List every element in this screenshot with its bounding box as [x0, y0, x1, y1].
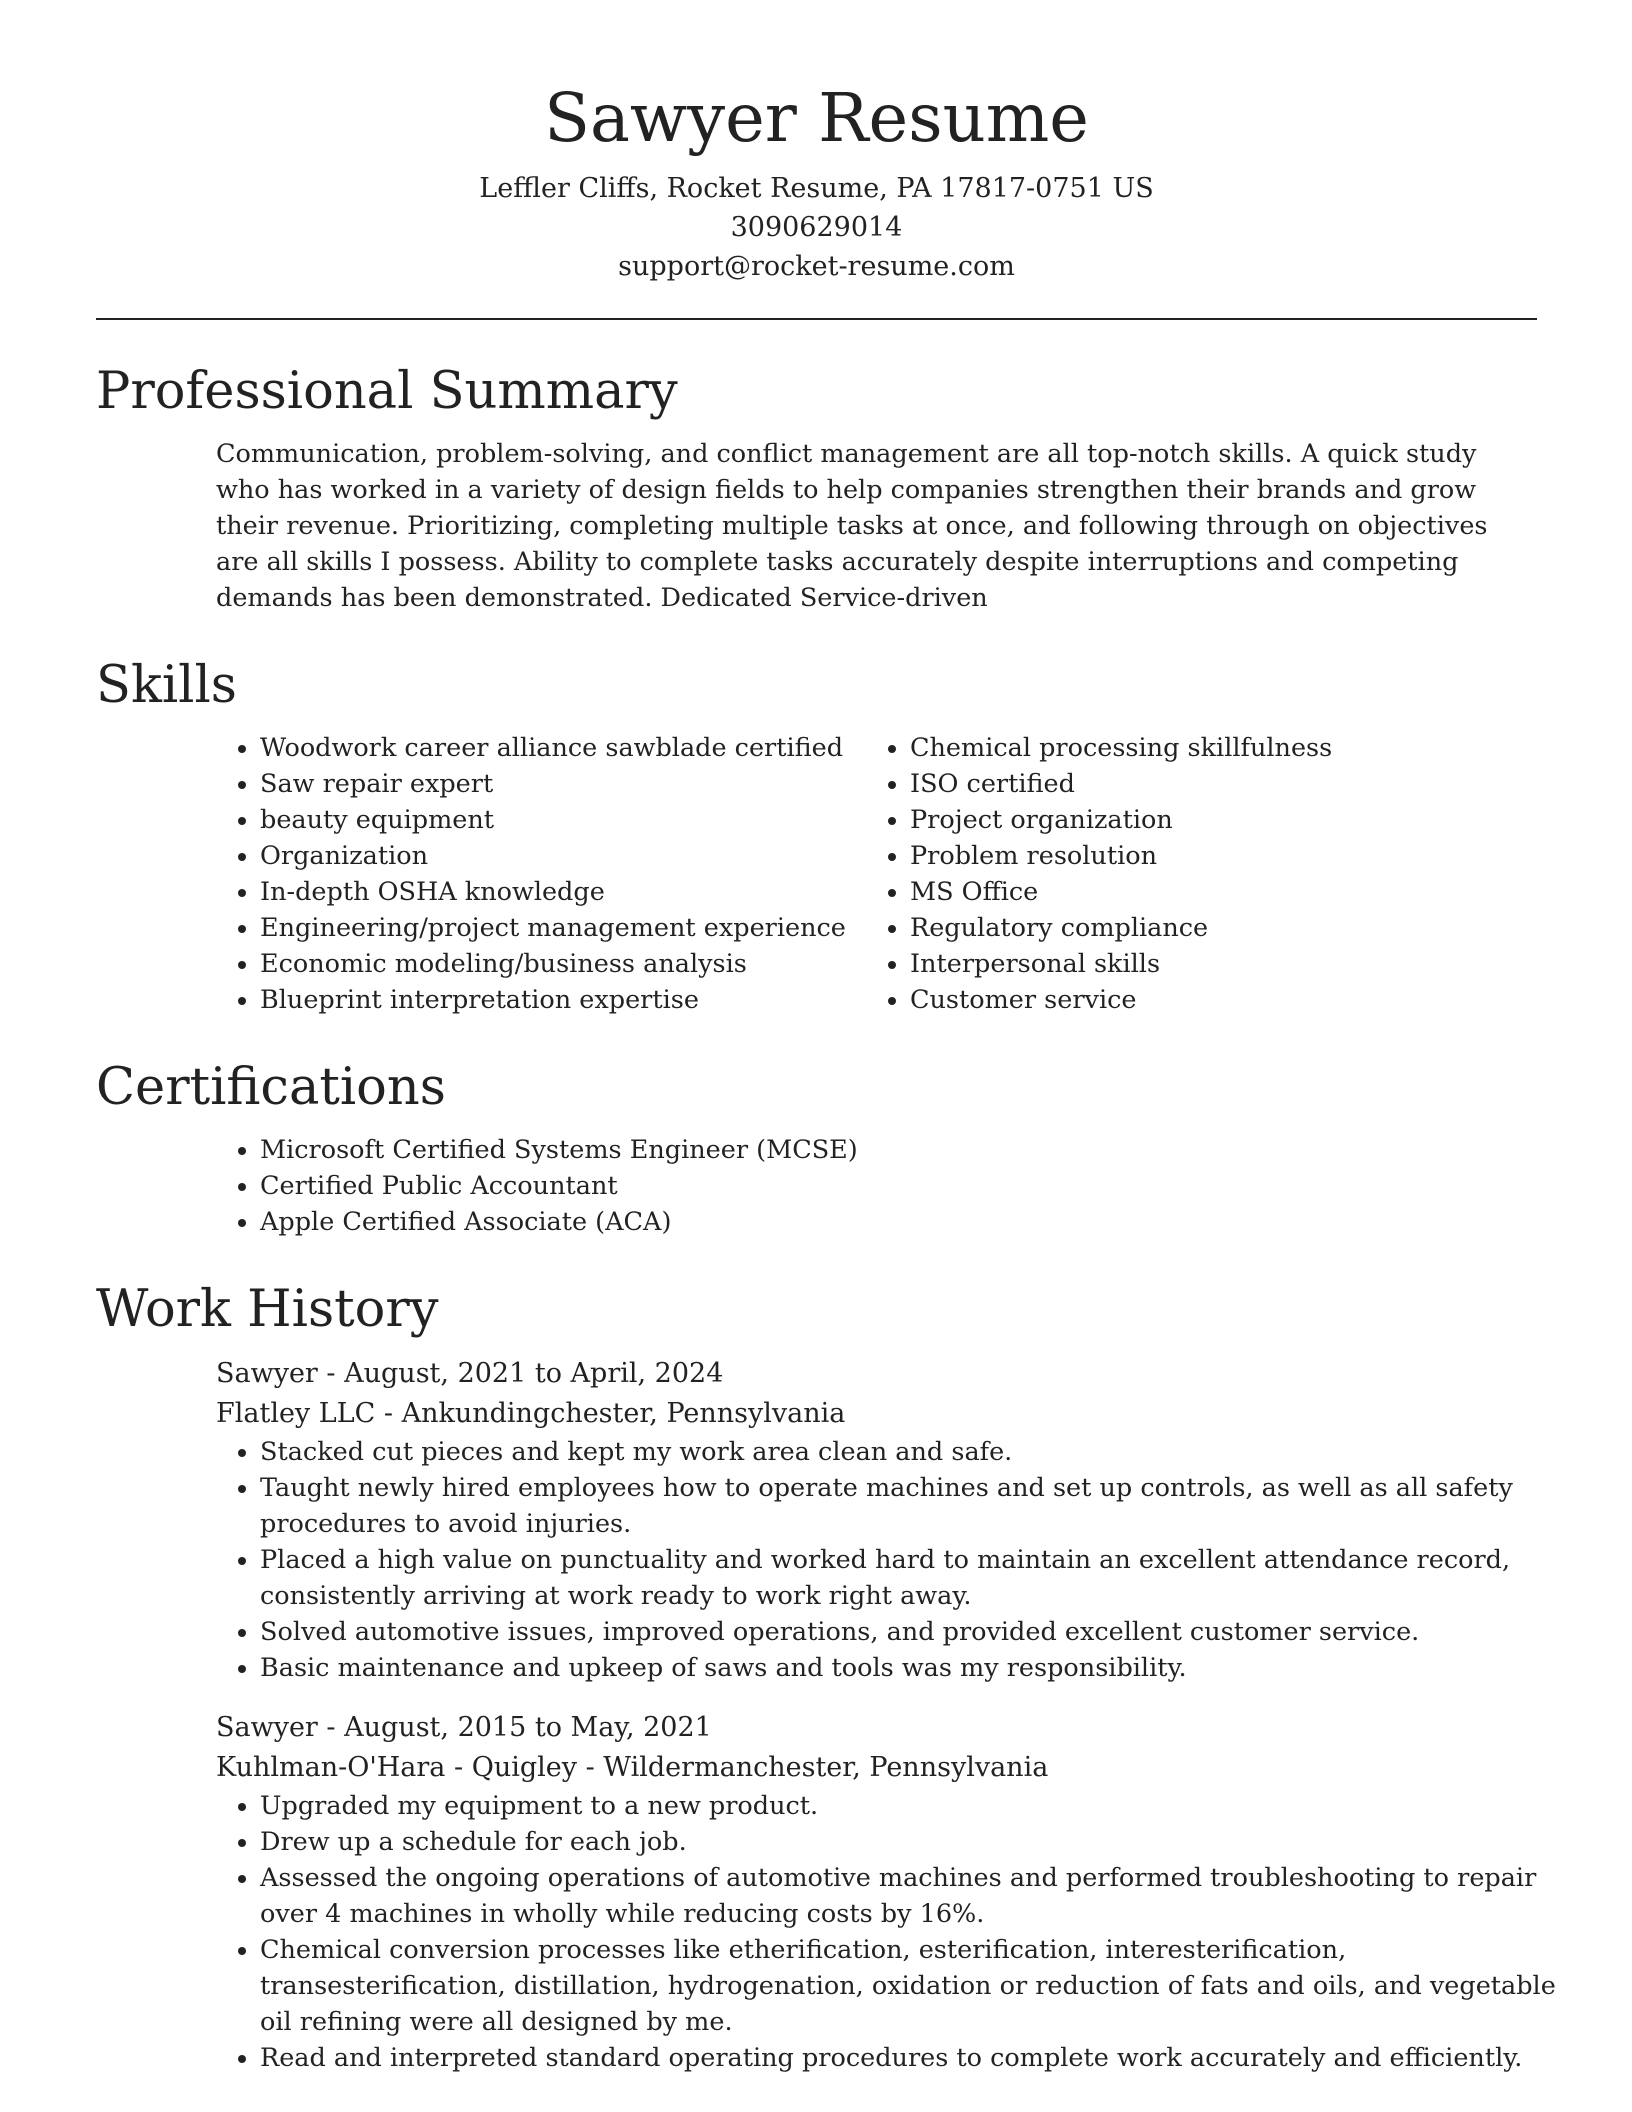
skill-item: • Blueprint interpretation expertise — [260, 982, 866, 1018]
skill-item: • In-depth OSHA knowledge — [260, 874, 866, 910]
skills-columns — [96, 730, 1537, 1018]
skills-left-column — [216, 730, 866, 1018]
job-bullet: • Stacked cut pieces and kept my work area clean and safe. — [260, 1434, 1570, 1470]
job-company-location: Flatley LLC - Ankundingchester, Pennsylvania — [216, 1398, 846, 1430]
certification-item: • Microsoft Certified Systems Engineer (MCSE) — [260, 1132, 1537, 1168]
work-history-entry — [216, 1354, 1537, 1686]
certifications-heading: Certifications — [96, 1058, 446, 1118]
job-title-dates: Sawyer - August, 2015 to May, 2021 — [216, 1712, 712, 1744]
skill-item: • beauty equipment — [260, 802, 866, 838]
job-bullet: • Upgraded my equipment to a new product. — [260, 1788, 1570, 1824]
work-history-section — [96, 1280, 1556, 2076]
job-bullet: • Taught newly hired employees how to operate machines and set up controls, as well as all safety procedures to avoid injuries. — [260, 1470, 1570, 1542]
skill-item: • Interpersonal skills — [910, 946, 1516, 982]
skills-heading: Skills — [96, 656, 237, 716]
skill-item: • Economic modeling/business analysis — [260, 946, 866, 982]
job-bullet: • Basic maintenance and upkeep of saws and tools was my responsibility. — [260, 1650, 1570, 1686]
professional-summary-text: Communication, problem-solving, and conflict management are all top-notch skills. A quick study who has worked in a variety of design fields to help companies strengthen their brands and grow their revenue. Prioritizing, completing multiple tasks at once, and following through on objectives are all skills I possess. Ability to complete tasks accurately despite interruptions and competing demands has been demonstrated. Dedicated Service-driven — [216, 439, 1488, 614]
work-history-entry — [216, 1708, 1556, 2076]
skill-item: • Woodwork career alliance sawblade certified — [260, 730, 866, 766]
header-divider — [96, 318, 1537, 320]
skill-item: • ISO certified — [910, 766, 1516, 802]
skills-section — [96, 658, 1537, 1018]
job-bullet: • Chemical conversion processes like etherification, esterification, interesterification, transesterification, distillation, hydrogenation, oxidation or reduction of fats and oils, and vegetable oil refining were all designed by me. — [260, 1932, 1570, 2040]
skill-item: • Regulatory compliance — [910, 910, 1516, 946]
certifications-list — [216, 1132, 1537, 1240]
skill-item: • Engineering/project management experience — [260, 910, 866, 946]
certification-item: • Certified Public Accountant — [260, 1168, 1537, 1204]
skill-item: • Organization — [260, 838, 866, 874]
skills-right-column — [866, 730, 1516, 1018]
certification-item: • Apple Certified Associate (ACA) — [260, 1204, 1537, 1240]
certifications-section — [96, 1060, 1537, 1240]
job-bullet: • Drew up a schedule for each job. — [260, 1824, 1570, 1860]
skill-item: • Customer service — [910, 982, 1516, 1018]
skill-item: • Saw repair expert — [260, 766, 866, 802]
professional-summary-section — [96, 364, 1537, 616]
address-text: Leffler Cliffs, Rocket Resume, PA 17817-0751 US — [479, 173, 1154, 205]
phone-text: 3090629014 — [730, 212, 903, 244]
job-bullet-list — [216, 1788, 1570, 2076]
job-title-dates: Sawyer - August, 2021 to April, 2024 — [216, 1358, 724, 1390]
job-bullet: • Read and interpreted standard operating procedures to complete work accurately and efficiently. — [260, 2040, 1570, 2076]
job-bullet-list — [216, 1434, 1570, 1686]
work-history-heading: Work History — [96, 1280, 439, 1340]
job-bullet: • Assessed the ongoing operations of automotive machines and performed troubleshooting to repair over 4 machines in wholly while reducing costs by 16%. — [260, 1860, 1570, 1932]
skill-item: • Project organization — [910, 802, 1516, 838]
contact-block — [96, 169, 1537, 286]
resume-header — [96, 0, 1537, 286]
skill-item: • Chemical processing skillfulness — [910, 730, 1516, 766]
job-bullet: • Solved automotive issues, improved operations, and provided excellent customer service. — [260, 1614, 1570, 1650]
professional-summary-heading: Professional Summary — [96, 362, 678, 422]
skill-item: • Problem resolution — [910, 838, 1516, 874]
skill-item: • MS Office — [910, 874, 1516, 910]
resume-name: Sawyer Resume — [544, 79, 1089, 157]
email-text: support@rocket-resume.com — [618, 251, 1015, 283]
job-company-location: Kuhlman-O'Hara - Quigley - Wildermanchester, Pennsylvania — [216, 1752, 1049, 1784]
job-bullet: • Placed a high value on punctuality and worked hard to maintain an excellent attendance record, consistently arriving at work ready to work right away. — [260, 1542, 1570, 1614]
